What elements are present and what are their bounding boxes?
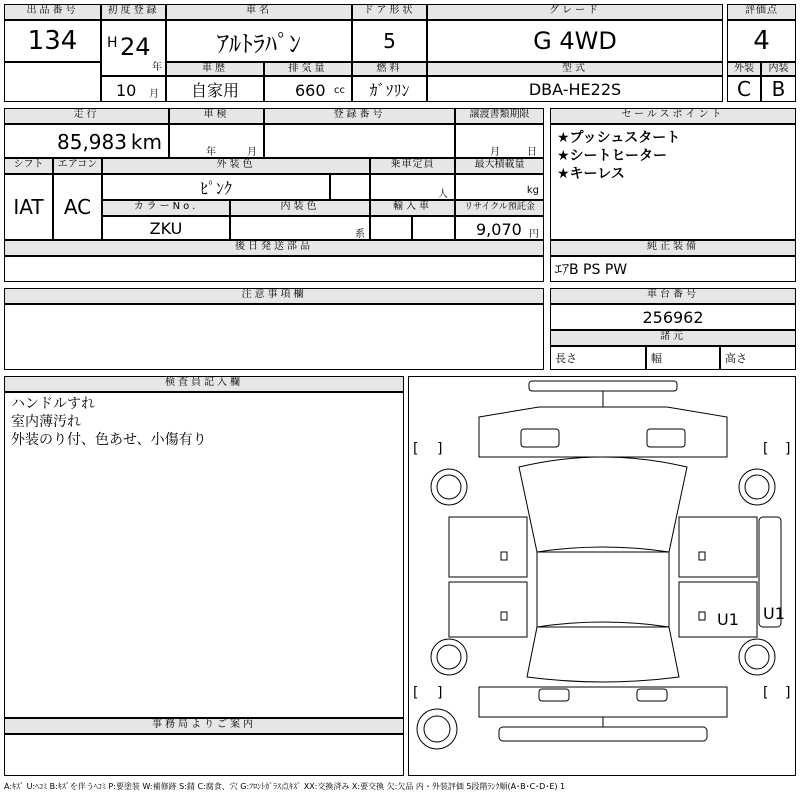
notes bbox=[4, 304, 544, 370]
era: H bbox=[107, 35, 118, 51]
spec-height: 高さ bbox=[720, 346, 796, 370]
sales-point: ★キーレス bbox=[557, 166, 625, 182]
later-parts-label: 後日発送部品 bbox=[4, 240, 544, 256]
capacity-unit: 人 bbox=[438, 189, 448, 200]
displacement: 660 bbox=[295, 81, 326, 100]
office-notice-label: 事務局よりご案内 bbox=[4, 718, 404, 734]
color-label: 外装色 bbox=[102, 158, 370, 174]
model-label: 型式 bbox=[427, 62, 723, 76]
transfer-label: 譲渡書類期限 bbox=[455, 108, 544, 124]
car-name: ｱﾙﾄﾗﾊﾟﾝ bbox=[166, 20, 352, 62]
color-number: ZKU bbox=[102, 216, 230, 240]
import-a bbox=[370, 216, 412, 240]
recycle-unit: 円 bbox=[529, 229, 539, 240]
bracket-left-4: [ bbox=[763, 685, 769, 701]
mileage-cell bbox=[4, 124, 169, 158]
damage-mark: U1 bbox=[763, 604, 785, 623]
chassis-label: 車台番号 bbox=[550, 288, 796, 304]
displacement-label: 排気量 bbox=[264, 62, 352, 76]
sales-point: ★プッシュスタート bbox=[557, 130, 681, 146]
history-label: 車歴 bbox=[166, 62, 264, 76]
reg-number bbox=[264, 124, 455, 158]
recycle-fee: 9,070 bbox=[476, 220, 522, 239]
transfer-month-unit: 月 bbox=[490, 147, 500, 158]
spec-length: 長さ bbox=[550, 346, 646, 370]
inspector-note: 室内薄汚れ bbox=[11, 414, 81, 430]
color-number-label: カラーNo. bbox=[102, 200, 230, 216]
capacity-label: 乗車定員 bbox=[370, 158, 455, 174]
interior-color-unit: 系 bbox=[355, 229, 365, 240]
history: 自家用 bbox=[166, 76, 264, 102]
door: 5 bbox=[352, 20, 427, 62]
notes-label: 注意事項欄 bbox=[4, 288, 544, 304]
lot-number: 134 bbox=[4, 20, 101, 62]
car-name-label: 車名 bbox=[166, 4, 352, 20]
lot-blank bbox=[4, 62, 101, 102]
fuel: ｶﾞｿﾘﾝ bbox=[352, 76, 427, 102]
reg-number-label: 登録番号 bbox=[264, 108, 455, 124]
load-label: 最大積載量 bbox=[455, 158, 544, 174]
inspector-note: 外装のり付、色あせ、小傷有り bbox=[11, 432, 207, 448]
first-registration-label: 初度登録 bbox=[101, 4, 166, 20]
bracket-right-4: ] bbox=[785, 685, 791, 701]
score-label: 評価点 bbox=[727, 4, 796, 20]
recycle-cell bbox=[455, 216, 544, 240]
door-label: ドア形状 bbox=[352, 4, 427, 20]
exterior-grade: C bbox=[727, 76, 761, 102]
reg-month-cell bbox=[101, 76, 166, 102]
office-notice bbox=[4, 734, 404, 776]
score: 4 bbox=[727, 20, 796, 62]
reg-year: 24 bbox=[120, 33, 151, 61]
ac-label: エアコン bbox=[53, 158, 102, 174]
damage-mark: U1 bbox=[717, 610, 739, 629]
later-parts bbox=[4, 256, 544, 282]
bracket-left-2: [ bbox=[763, 441, 769, 457]
sales-points bbox=[550, 124, 796, 240]
inspection-label: 車検 bbox=[169, 108, 264, 124]
capacity-cell bbox=[370, 174, 455, 200]
month-unit: 月 bbox=[149, 89, 159, 100]
inspector-note: ハンドルすれ bbox=[11, 396, 95, 412]
bracket-left-3: [ bbox=[413, 685, 419, 701]
mileage: 85,983 bbox=[57, 130, 127, 154]
reg-month: 10 bbox=[116, 81, 137, 100]
mileage-label: 走行 bbox=[4, 108, 169, 124]
bracket-right-3: ] bbox=[437, 685, 443, 701]
grade-label: グレード bbox=[427, 4, 723, 20]
recycle-label: リサイクル預託金 bbox=[455, 200, 544, 216]
bracket-left: [ bbox=[413, 441, 419, 457]
shift: IAT bbox=[4, 174, 53, 240]
spec-width: 幅 bbox=[646, 346, 720, 370]
equipment: ｴｱB PS PW bbox=[550, 256, 796, 282]
model: DBA-HE22S bbox=[427, 76, 723, 102]
color: ﾋﾟﾝｸ bbox=[102, 174, 330, 200]
interior-label: 内装 bbox=[761, 62, 796, 76]
shift-label: シフト bbox=[4, 158, 53, 174]
grade: G 4WD bbox=[427, 20, 723, 62]
color-extra bbox=[330, 174, 370, 200]
lot-number-label: 出品番号 bbox=[4, 4, 101, 20]
load-cell bbox=[455, 174, 544, 200]
load-unit: kg bbox=[526, 185, 539, 196]
specs-label: 諸元 bbox=[550, 330, 796, 346]
interior-color-label: 内装色 bbox=[230, 200, 370, 216]
fuel-label: 燃料 bbox=[352, 62, 427, 76]
year-unit: 年 bbox=[152, 62, 162, 73]
bracket-right: ] bbox=[437, 441, 443, 457]
displacement-cell bbox=[264, 76, 352, 102]
legend: A:ｷｽﾞ U:ﾍｺﾐ B:ｷｽﾞを伴うﾍｺﾐ P:要塗装 W:補修跡 S:錆 C:腐食、穴 G:ﾌﾛﾝﾄｶﾞﾗｽ点ｷｽﾞ XX:交換済み X:要交換 欠:欠品 内・外装評価 5段階ﾗﾝｸ順(A･B･C･D･E) 1 bbox=[4, 782, 566, 791]
chassis-number: 256962 bbox=[550, 304, 796, 330]
interior-grade: B bbox=[761, 76, 796, 102]
transfer-day-unit: 日 bbox=[527, 147, 537, 158]
first-registration bbox=[101, 20, 166, 76]
interior-color-cell bbox=[230, 216, 370, 240]
inspector-notes-label: 検査員記入欄 bbox=[4, 376, 404, 392]
car-outline bbox=[409, 377, 796, 776]
ac: AC bbox=[53, 174, 102, 240]
displacement-unit: cc bbox=[334, 85, 345, 96]
inspection-month-unit: 月 bbox=[247, 147, 257, 158]
inspection-year-unit: 年 bbox=[206, 147, 216, 158]
car-diagram bbox=[408, 376, 796, 776]
sales-point: ★シートヒーター bbox=[557, 148, 667, 164]
mileage-unit: km bbox=[130, 130, 162, 154]
bracket-right-2: ] bbox=[785, 441, 791, 457]
import-b bbox=[412, 216, 455, 240]
inspector-notes bbox=[4, 392, 404, 718]
equipment-label: 純正装備 bbox=[550, 240, 796, 256]
import-label: 輸入車 bbox=[370, 200, 455, 216]
exterior-label: 外装 bbox=[727, 62, 761, 76]
inspection-cell bbox=[169, 124, 264, 158]
transfer-cell bbox=[455, 124, 544, 158]
sales-points-label: セールスポイント bbox=[550, 108, 796, 124]
